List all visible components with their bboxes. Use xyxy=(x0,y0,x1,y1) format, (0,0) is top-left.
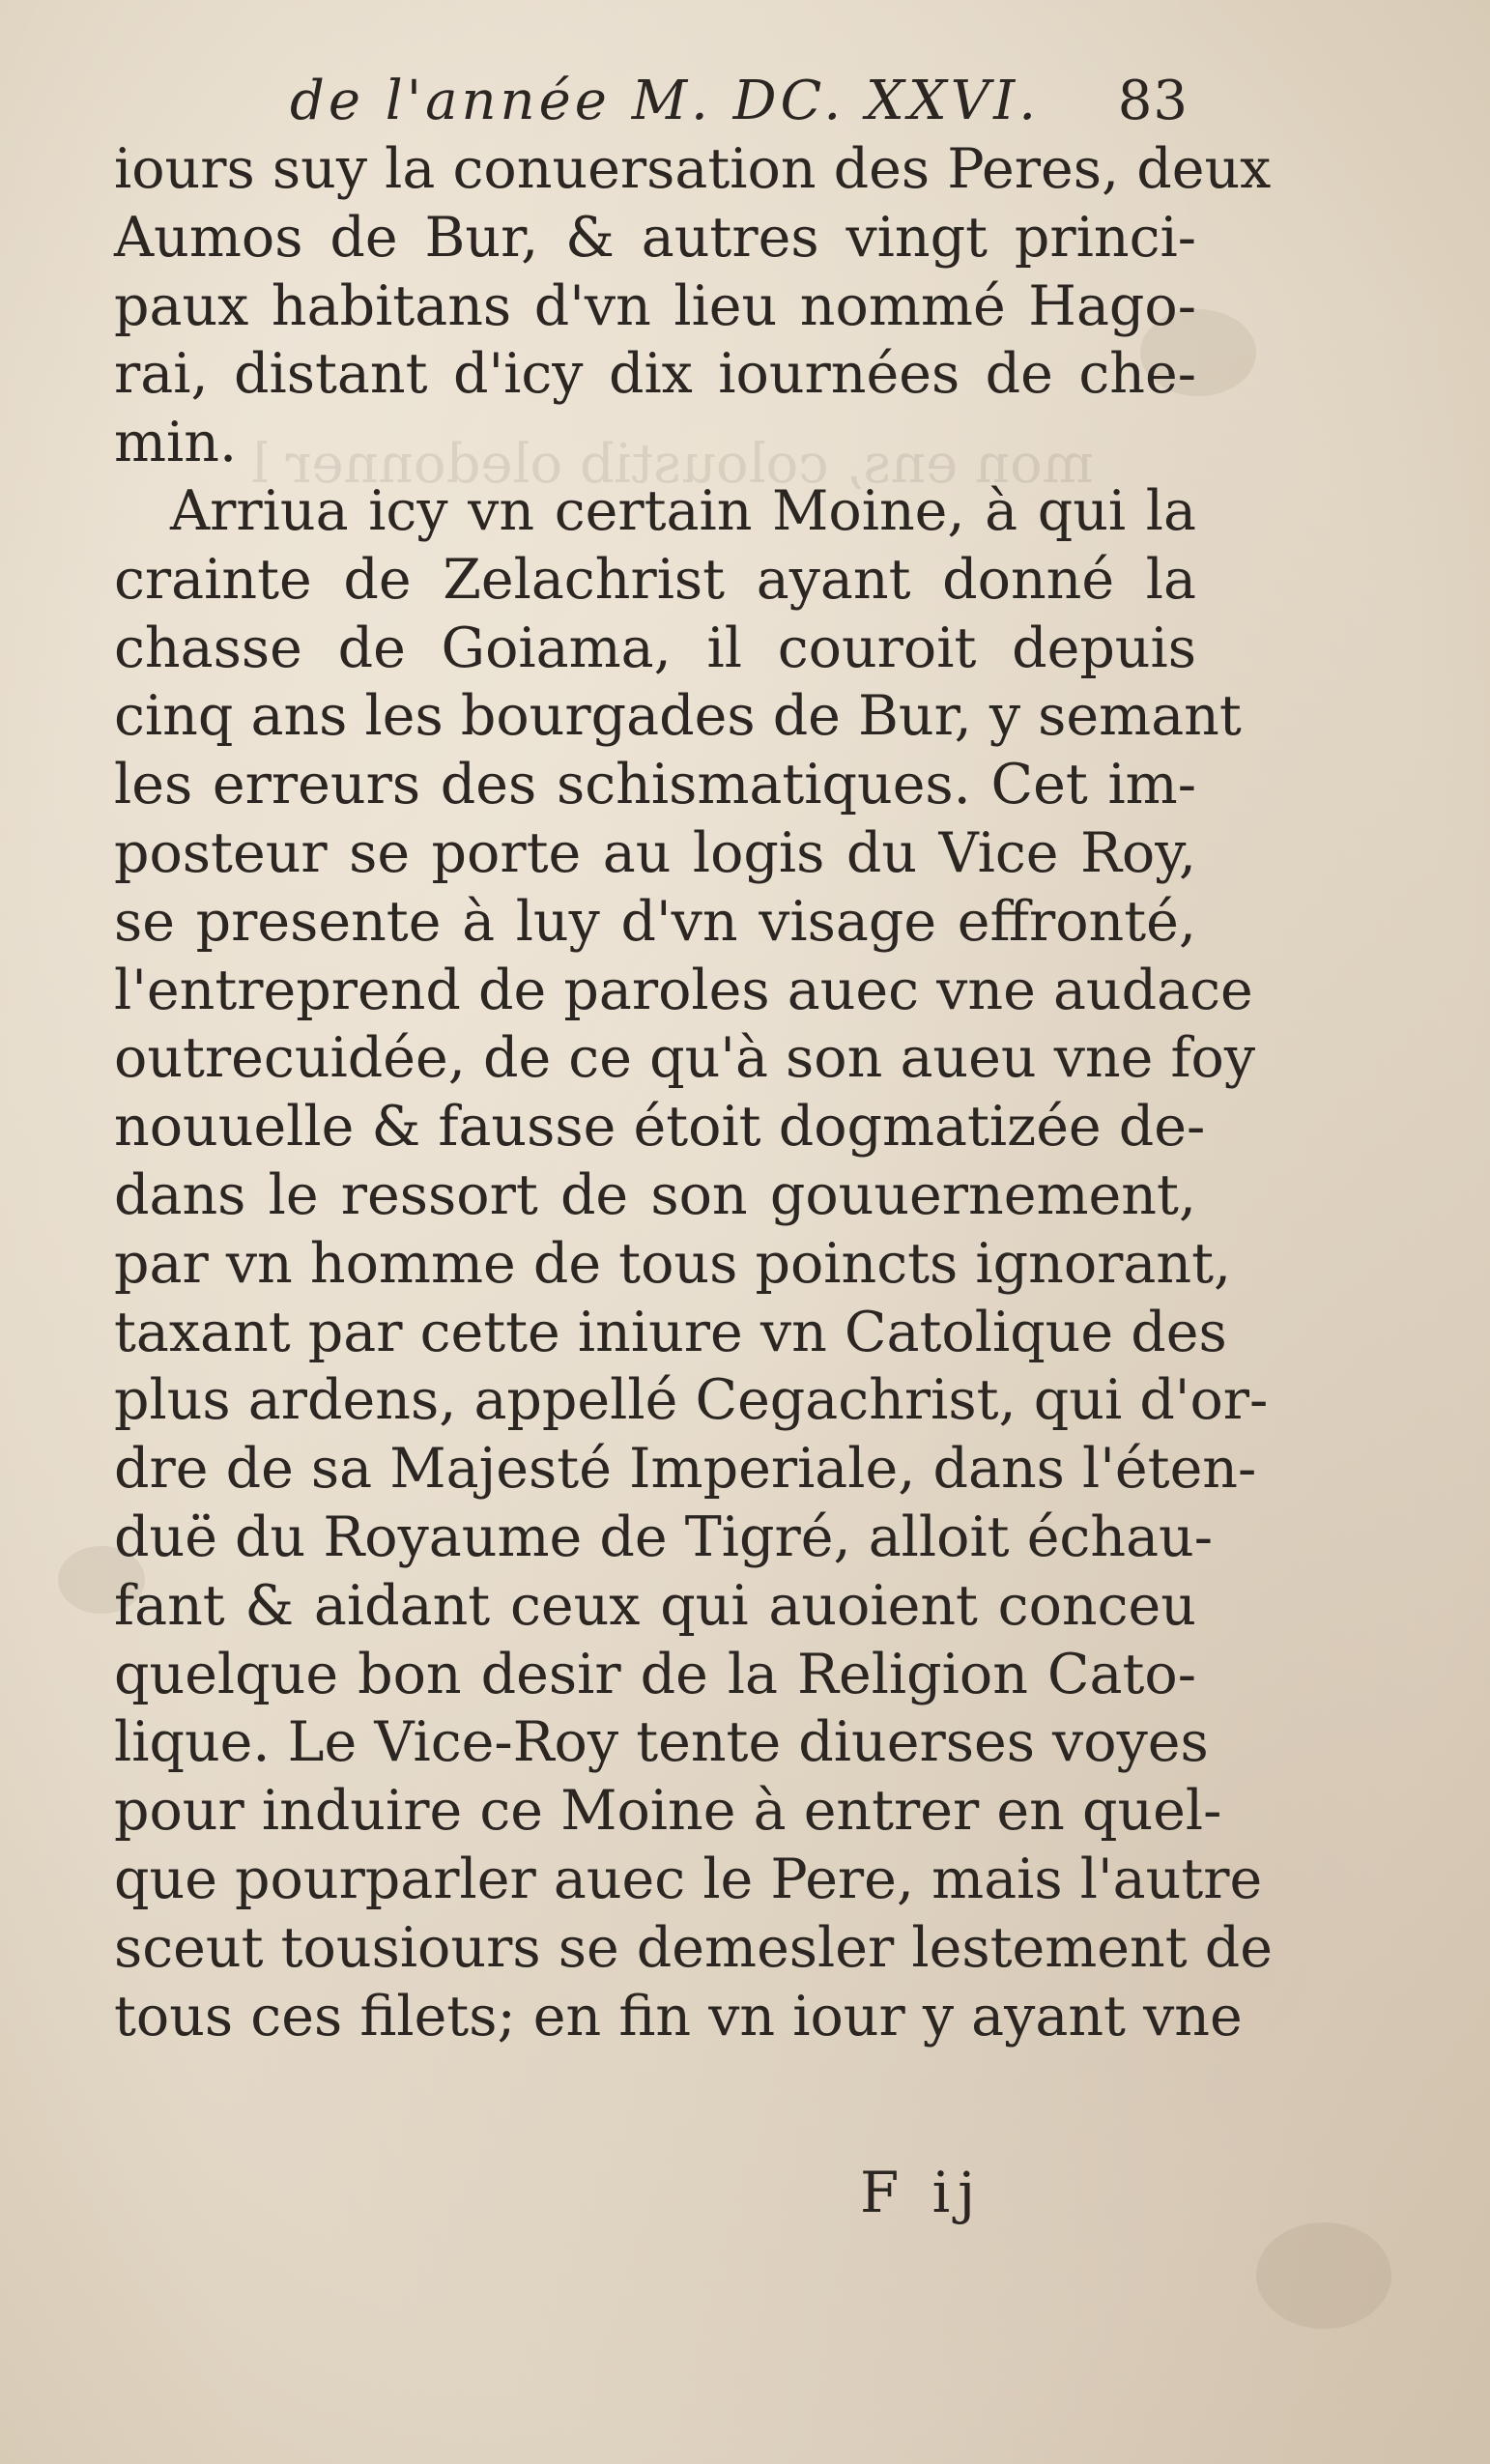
running-title: de l'année M. DC. XXVI. xyxy=(290,70,1041,132)
text-line: duë du Royaume de Tigré, alloit échau- xyxy=(114,1504,1214,1569)
text-line: dre de sa Majesté Imperiale, dans l'éten- xyxy=(114,1437,1257,1502)
text-line: crainte de Zelachrist ayant donné la xyxy=(114,547,1196,612)
page-number: 83 xyxy=(1117,70,1189,132)
bleed-through-text: mon ens, coloustib oledonner l xyxy=(251,433,1094,496)
signature-mark: F ij xyxy=(860,2160,984,2225)
text-line: nouuelle & fausse étoit dogmatizée de- xyxy=(114,1095,1206,1160)
text-line: se presente à luy d'vn visage effronté, xyxy=(114,889,1196,954)
text-line: quelque bon desir de la Religion Cato- xyxy=(114,1642,1196,1706)
text-line: tous ces filets; en fin vn iour y ayant vne xyxy=(114,1984,1243,2049)
text-line: cinq ans les bourgades de Bur, y semant xyxy=(114,684,1242,749)
text-line: que pourparler auec le Pere, mais l'autre xyxy=(114,1847,1263,1911)
text-line: min. xyxy=(114,411,238,475)
text-line: plus ardens, appellé Cegachrist, qui d'or- xyxy=(114,1368,1269,1433)
text-line: fant & aidant ceux qui auoient conceu xyxy=(114,1573,1196,1638)
text-line: sceut tousiours se demesler lestement de xyxy=(114,1915,1273,1980)
text-line: iours suy la conuersation des Peres, deux xyxy=(114,137,1272,201)
text-line: chasse de Goiama, il couroit depuis xyxy=(114,616,1196,680)
text-line: l'entreprend de paroles auec vne audace xyxy=(114,958,1253,1022)
text-line: paux habitans d'vn lieu nommé Hago- xyxy=(114,273,1196,338)
text-line: taxant par cette iniure vn Catolique des xyxy=(114,1300,1227,1364)
paper-stain xyxy=(1256,2222,1391,2329)
text-line: Arriua icy vn certain Moine, à qui la xyxy=(170,478,1196,543)
text-line: par vn homme de tous poincts ignorant, xyxy=(114,1231,1232,1296)
text-line: Aumos de Bur, & autres vingt princi- xyxy=(114,205,1196,270)
text-line: les erreurs des schismatiques. Cet im- xyxy=(114,753,1196,817)
text-line: pour induire ce Moine à entrer en quel- xyxy=(114,1779,1222,1844)
text-line: posteur se porte au logis du Vice Roy, xyxy=(114,820,1196,885)
text-line: dans le ressort de son gouuernement, xyxy=(114,1162,1196,1227)
body-text xyxy=(114,135,1273,2050)
text-line: lique. Le Vice-Roy tente diuerses voyes xyxy=(114,1710,1209,1775)
text-line: outrecuidée, de ce qu'à son aueu vne foy xyxy=(114,1026,1256,1091)
text-line: rai, distant d'icy dix iournées de che- xyxy=(114,342,1196,407)
